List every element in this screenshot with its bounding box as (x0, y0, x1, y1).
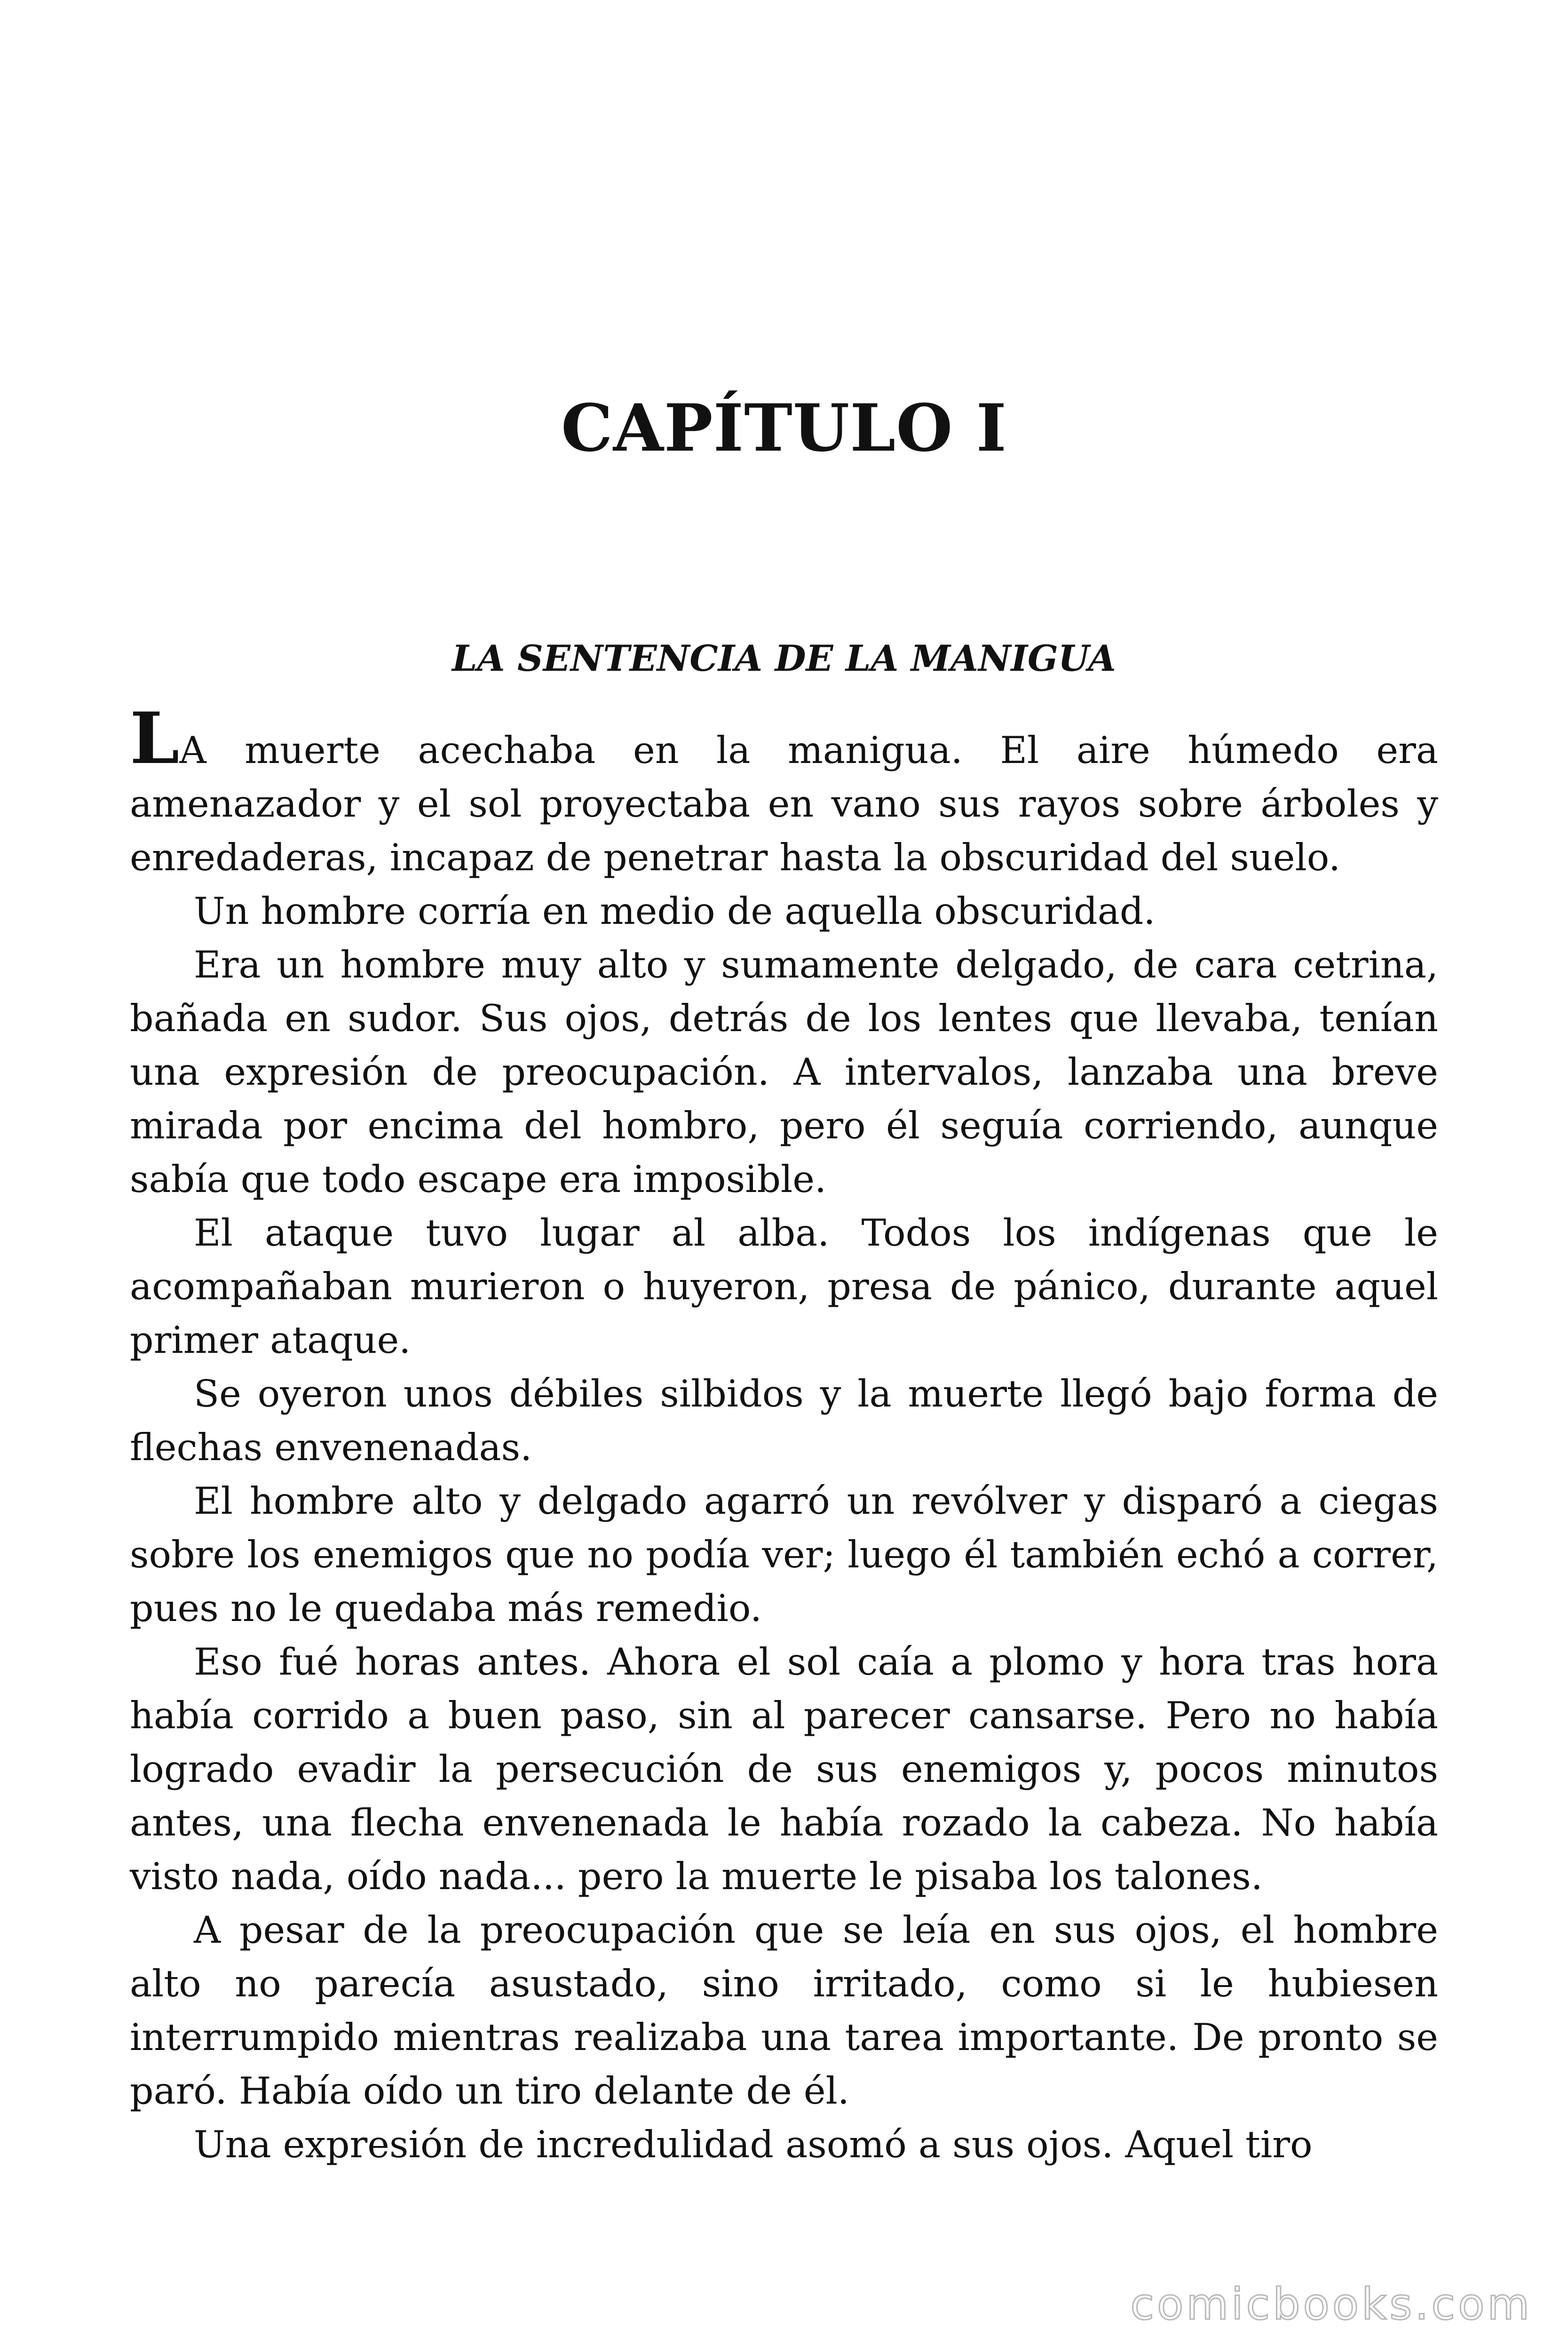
paragraph-5: Se oyeron unos débiles silbidos y la muerte llegó bajo forma de flechas envenenadas. (130, 1372, 1438, 1469)
paragraph-1 (130, 697, 1438, 884)
paragraph-4: El ataque tuvo lugar al alba. Todos los indígenas que le acompañaban murieron o huyeron, presa de pánico, durante aquel primer ataque. (130, 1211, 1438, 1362)
paragraph-2: Un hombre corría en medio de aquella obscuridad. (194, 890, 1156, 933)
paragraph-9: Una expresión de incredulidad asomó a sus ojos. Aquel tiro (194, 2123, 1313, 2166)
paragraph-8: A pesar de la preocupación que se leía en sus ojos, el hombre alto no parecía asustado, sino irritado, como si le hubiesen interrumpido mientras realizaba una tarea importante. De pronto se paró. Había oído un tiro delante de él. (130, 1908, 1438, 2113)
paragraph-3: Era un hombre muy alto y sumamente delgado, de cara cetrina, bañada en sudor. Sus ojos, detrás de los lentes que llevaba, tenían una expresión de preocupación. A intervalos, lanzaba una breve mirada por encima del hombro, pero él seguía corriendo, aunque sabía que todo escape era imposible. (130, 943, 1438, 1201)
paragraph-1-text: muerte acechaba en la manigua. El aire húmedo era amenazador y el sol proyectaba en vano sus rayos sobre árboles y enredaderas, incapaz de penetrar hasta la obscuridad del suelo. (130, 729, 1438, 879)
chapter-title: CAPÍTULO I (561, 389, 1007, 466)
body-text (130, 697, 1438, 2171)
watermark: comicbooks.com (1130, 2279, 1532, 2329)
small-cap: A (179, 729, 207, 772)
drop-cap: L (130, 697, 180, 780)
paragraph-7: Eso fué horas antes. Ahora el sol caía a plomo y hora tras hora había corrido a buen paso, sin al parecer cansarse. Pero no había logrado evadir la persecución de sus enemigos y, pocos minutos antes, una flecha envenenada le había rozado la cabeza. No había visto nada, oído nada... pero la muerte le pisaba los talones. (130, 1640, 1438, 1898)
chapter-subtitle: LA SENTENCIA DE LA MANIGUA (452, 637, 1116, 679)
paragraph-6: El hombre alto y delgado agarró un revólver y disparó a ciegas sobre los enemigos que no podía ver; luego él también echó a correr, pues no le quedaba más remedio. (130, 1479, 1438, 1630)
